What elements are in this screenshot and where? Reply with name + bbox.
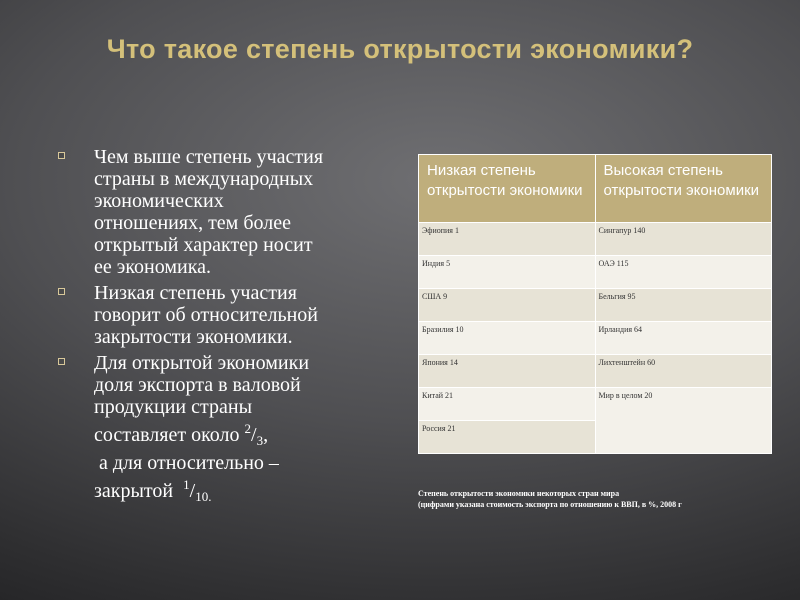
table-header-row — [419, 155, 772, 223]
fraction-lead-text: составляет около — [94, 424, 245, 446]
bullet-line: говорит об относительной — [94, 304, 319, 326]
table-cell: Эфиопия 1 — [419, 223, 596, 256]
table-cell: Лихтенштейн 60 — [595, 355, 772, 388]
slide-title: Что такое степень открытости экономики? — [106, 34, 694, 64]
bullet-item-2 — [54, 282, 384, 348]
table-row — [419, 289, 772, 322]
table-row — [419, 223, 772, 256]
bullet-line: закрытости экономики. — [94, 326, 293, 348]
bullet-line: доля экспорта в валовой — [94, 374, 301, 396]
fraction-two-thirds: $^2/_3$ — [244, 421, 264, 448]
fraction-lead-text: закрытой — [94, 480, 184, 502]
table-row — [419, 355, 772, 388]
table-cell: Индия 5 — [419, 256, 596, 289]
table-cell: Сингапур 140 — [595, 223, 772, 256]
header-low-openness: Низкая степень открытости экономики — [419, 155, 596, 223]
bullet-line: ее экономика. — [94, 256, 212, 278]
table-cell: США 9 — [419, 289, 596, 322]
table-row — [419, 388, 772, 421]
bullet-line: открытый характер носит — [94, 234, 313, 256]
bullet-line: а для относительно – — [94, 452, 279, 474]
fraction-line-open — [94, 418, 384, 452]
square-bullet-icon — [58, 152, 65, 159]
table-row — [419, 256, 772, 289]
bullet-line: Для открытой экономики — [94, 352, 310, 374]
fraction-numerator: 1 — [183, 477, 190, 492]
square-bullet-icon — [58, 358, 65, 365]
header-high-openness: Высокая степень открытости экономики — [595, 155, 772, 223]
bullet-line: Чем выше степень участия — [94, 146, 324, 168]
caption-line: Степень открытости экономики некоторых стран мира — [418, 489, 620, 498]
bullet-line: отношениях, тем более — [94, 212, 291, 234]
table-cell: ОАЭ 115 — [595, 256, 772, 289]
fraction-numerator: 2 — [244, 421, 252, 436]
fraction-one-tenth: $^1/_{10.}$ — [183, 477, 212, 504]
bullet-line: продукции страны — [94, 396, 253, 418]
table-cell: Бразилия 10 — [419, 322, 596, 355]
table-row — [419, 322, 772, 355]
bullet-line: страны в международных — [94, 168, 314, 190]
table-caption — [418, 488, 798, 510]
fraction-suffix: , — [263, 424, 269, 446]
bullet-line: экономических — [94, 190, 224, 212]
openness-table — [418, 154, 772, 454]
bullet-list — [54, 146, 384, 512]
fraction-denominator: 10. — [195, 489, 212, 504]
table-cell: Россия 21 — [419, 421, 596, 454]
caption-line: (цифрами указана стоимость экспорта по отношению к ВВП, в %, 2008 г — [418, 500, 682, 509]
square-bullet-icon — [58, 288, 65, 295]
table-cell: Китай 21 — [419, 388, 596, 421]
fraction-line-closed — [94, 474, 384, 508]
table-cell: Бельгия 95 — [595, 289, 772, 322]
table-cell: Ирландия 64 — [595, 322, 772, 355]
bullet-item-3 — [54, 352, 384, 508]
bullet-item-1 — [54, 146, 384, 278]
openness-table-wrapper — [418, 154, 772, 462]
bullet-line: Низкая степень участия — [94, 282, 297, 304]
table-cell: Мир в целом 20 — [595, 388, 772, 454]
fraction-denominator: 3 — [256, 433, 264, 448]
table-cell: Япония 14 — [419, 355, 596, 388]
